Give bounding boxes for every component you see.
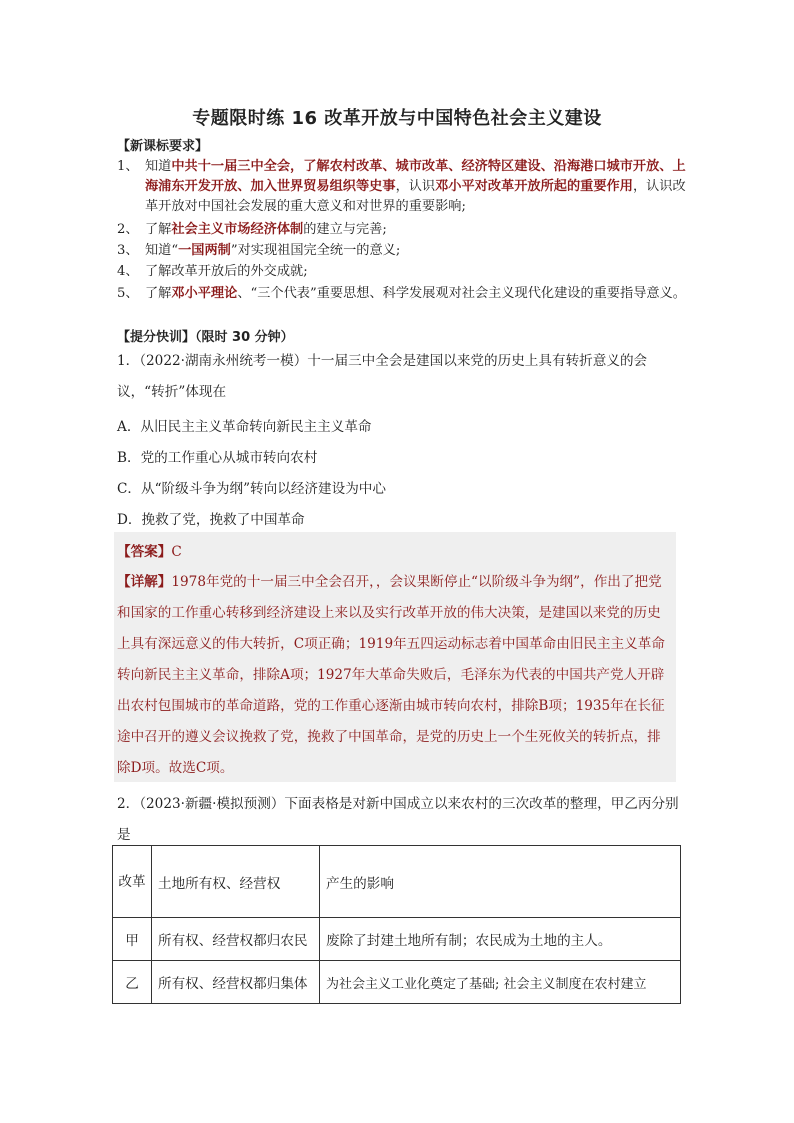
question-1-stem: 1．（2022·湖南永州统考一模）十一届三中全会是建国以来党的历史上具有转折意义的会议，“转折”体现在 <box>117 353 648 400</box>
table-row: 甲 所有权、经营权都归农民 废除了封建土地所有制；农民成为土地的主人。 <box>113 918 681 961</box>
q1-option-c: C．从“阶级斗争为纲”转向以经济建设为中心 <box>117 481 386 497</box>
drill-heading: 【提分快训】（限时 30 分钟） <box>117 330 294 345</box>
requirement-item: 1、 知道中共十一届三中全会，了解农村改革、城市改革、经济特区建设、沿海港口城市开放、上海浦东开发开放、加入世界贸易组织等史事，认识邓小平对改革开放所起的重要作用，认识改革开放对中国社会发展的重大意义和对世界的重要影响; <box>117 159 686 214</box>
q1-option-a: A．从旧民主主义革命转向新民主主义革命 <box>117 419 372 435</box>
q1-option-d: D．挽救了党，挽救了中国革命 <box>117 512 305 528</box>
header-cell: 土地所有权、经营权 <box>152 846 320 918</box>
requirement-item: 5、 了解邓小平理论、“三个代表”重要思想、科学发展观对社会主义现代化建设的重要指导意义。 <box>117 286 686 301</box>
page-title: 专题限时练 16 改革开放与中国特色社会主义建设 <box>192 108 602 129</box>
requirement-item: 4、 了解改革开放后的外交成就; <box>117 264 308 279</box>
requirement-item: 3、 知道“一国两制”对实现祖国完全统一的意义; <box>117 243 401 258</box>
header-cell: 改革 <box>113 846 152 918</box>
reform-table <box>112 845 681 1004</box>
question-2-stem: 2．（2023·新疆·模拟预测）下面表格是对新中国成立以来农村的三次改革的整理，甲乙丙分别是 <box>117 796 679 843</box>
q1-answer: 【答案】C <box>117 544 182 560</box>
q1-option-b: B．党的工作重心从城市转向农村 <box>117 450 318 466</box>
table-header-row <box>113 846 681 918</box>
header-cell: 产生的影响 <box>320 846 681 918</box>
requirements-heading: 【新课标要求】 <box>117 139 209 154</box>
q1-explanation: 【详解】1978年党的十一届三中全会召开，，会议果断停止“以阶级斗争为纲”，作出了把党和国家的工作重心转移到经济建设上来以及实行改革开放的伟大决策，是建国以来党的历史上具有深远意义的伟大转折，C项正确；1919年五四运动标志着中国革命由旧民主主义革命转向新民主主义革命，排除A项；1927年大革命失败后，毛泽东为代表的中国共产党人开辟出农村包围城市的革命道路，党的工作重心逐渐由城市转向农村，排除B项；1935年在长征途中召开的遵义会议挽救了党，挽救了中国革命，是党的历史上一个生死攸关的转折点，排除D项。故选C项。 <box>117 574 665 776</box>
table-row: 乙 所有权、经营权都归集体 为社会主义工业化奠定了基础; 社会主义制度在农村建立 <box>113 961 681 1004</box>
requirement-item: 2、 了解社会主义市场经济体制的建立与完善; <box>117 222 387 237</box>
